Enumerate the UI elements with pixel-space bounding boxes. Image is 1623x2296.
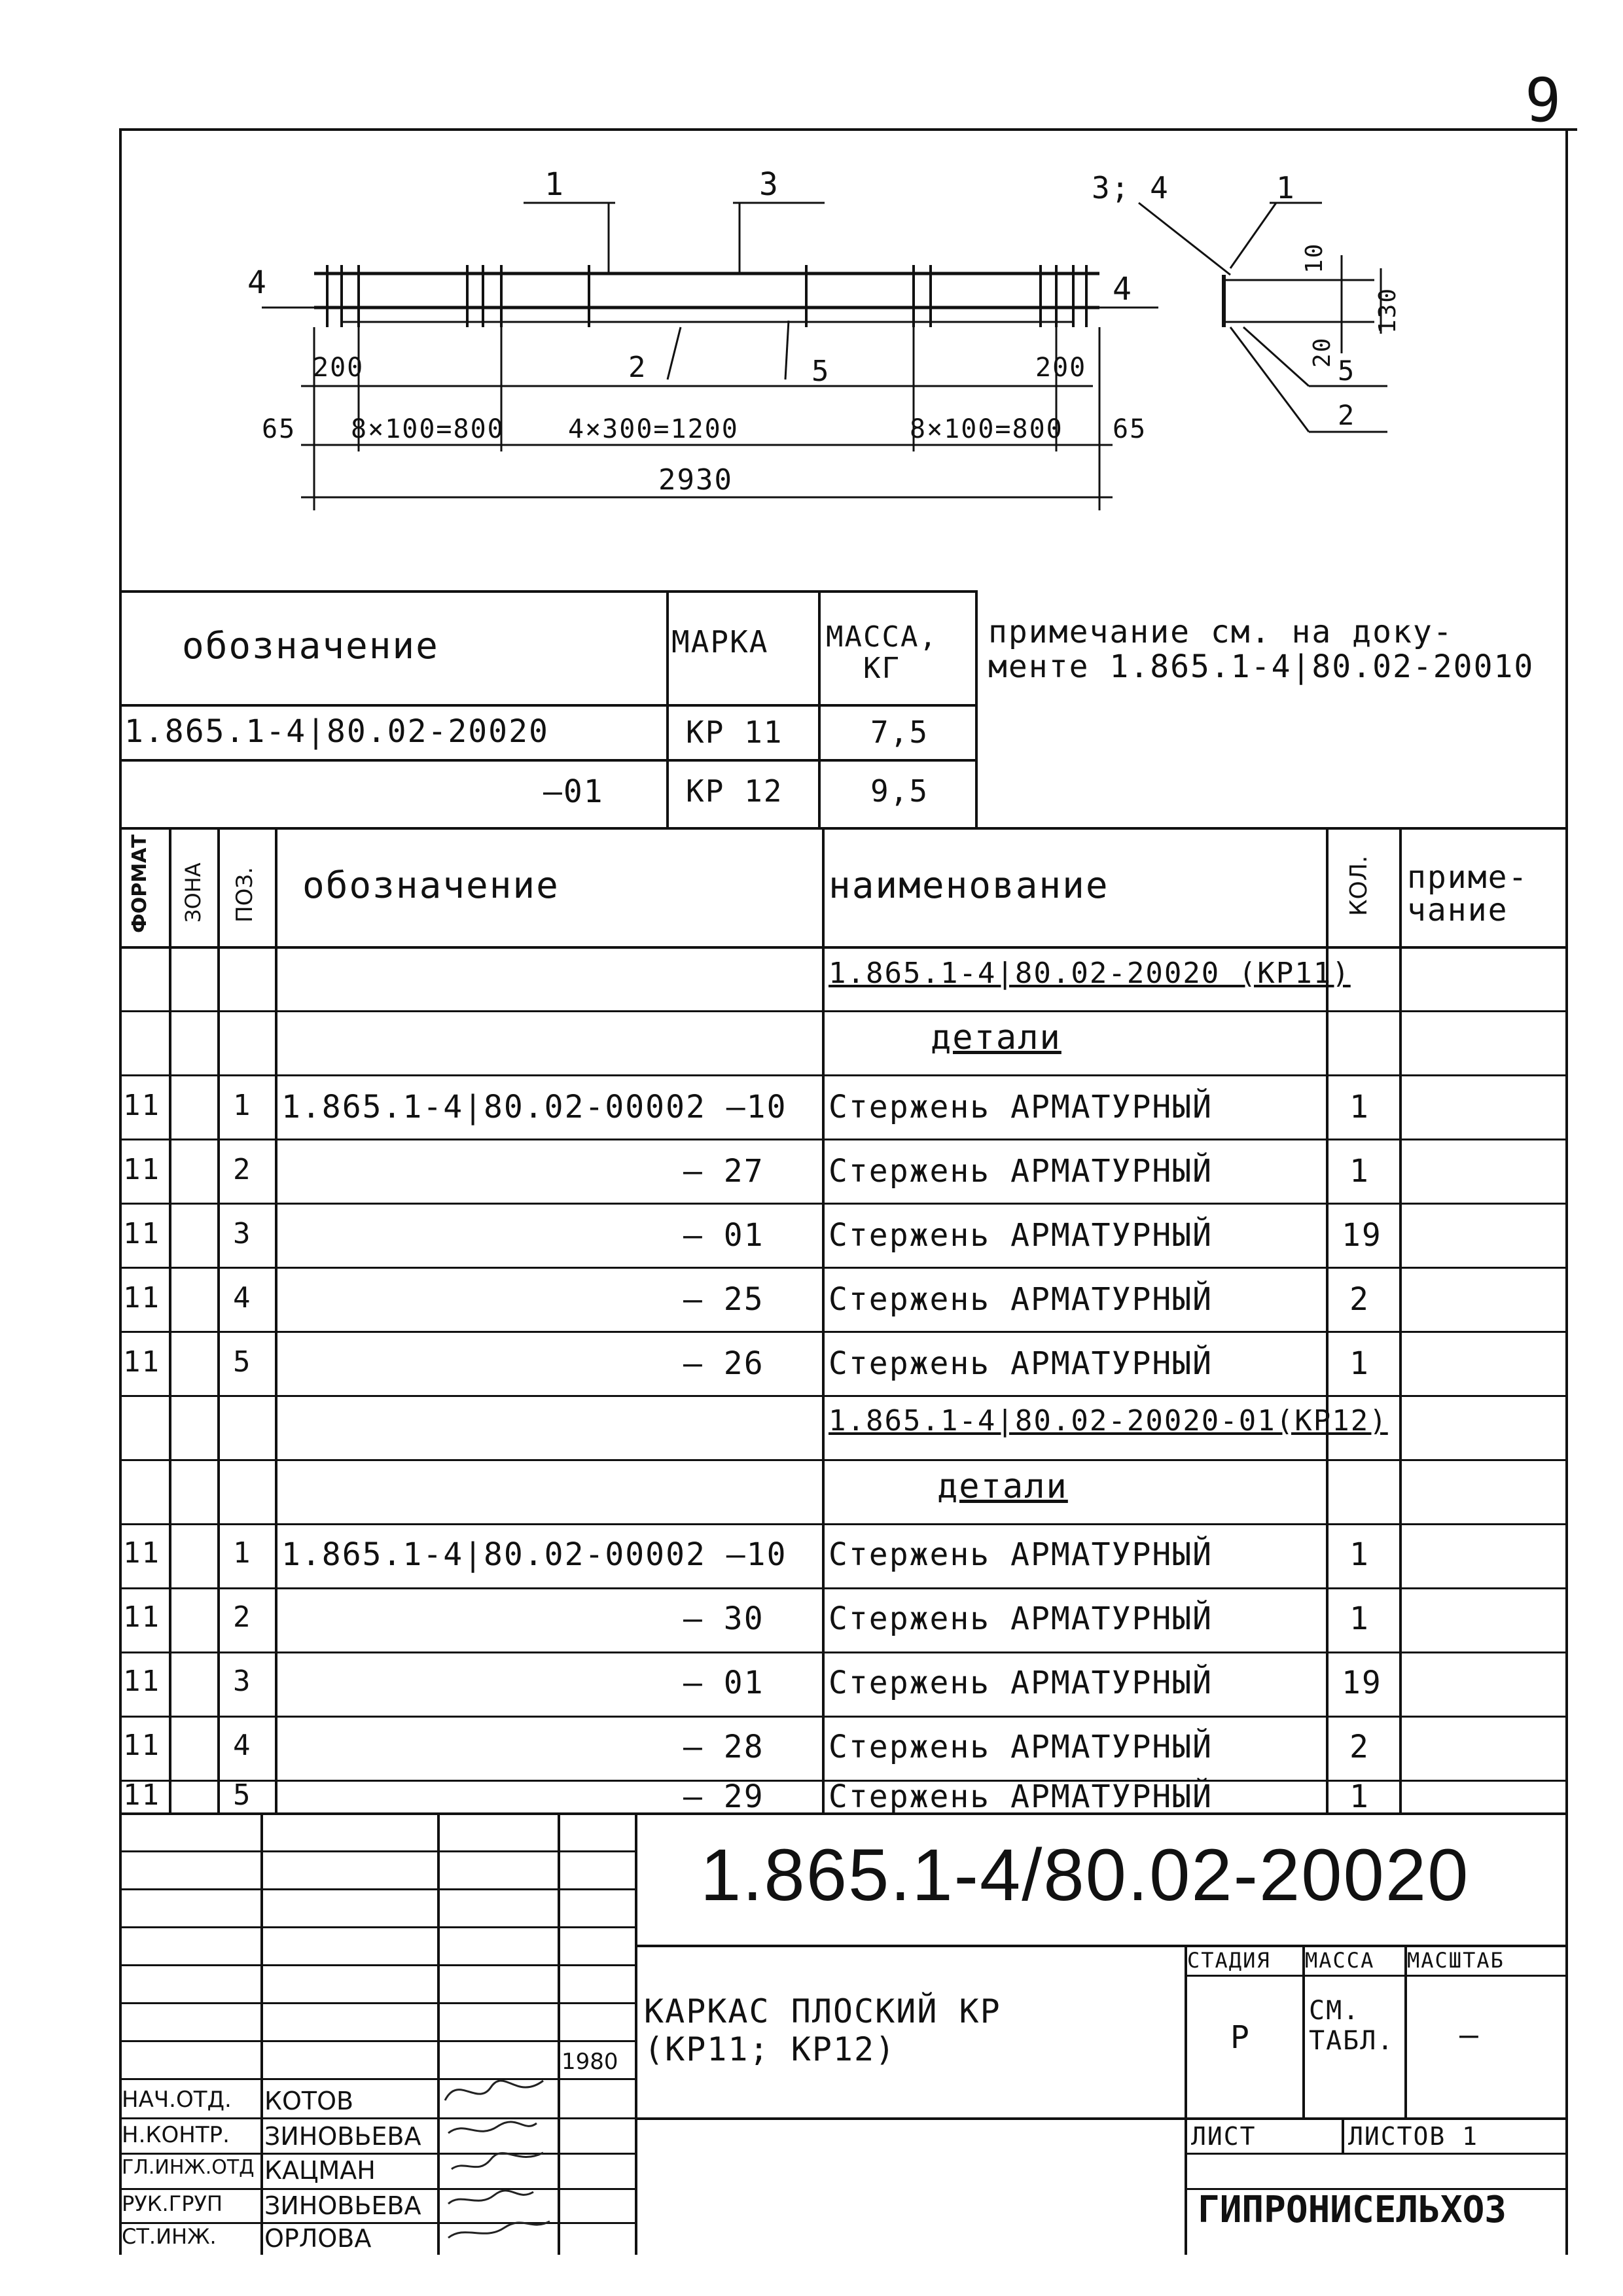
signature-role: ГЛ.ИНЖ.ОТД (122, 2156, 255, 2179)
stage-value: Р (1230, 2019, 1251, 2056)
mark-note: примечание см. на доку- менте 1.865.1-4|80.02-20010 (988, 614, 1535, 685)
table-row: 11 (123, 1281, 160, 1315)
mass-value: СМ. ТАБЛ. (1309, 1996, 1395, 2056)
signature-name: ОРЛОВА (264, 2224, 372, 2253)
spec-header-format: ФОРМАТ (128, 834, 151, 933)
spec-header-note: приме- чание (1407, 859, 1529, 929)
callout-label: 1 (544, 166, 565, 203)
table-row: 1 (1349, 1345, 1370, 1382)
signature-role: Н.КОНТР. (122, 2122, 230, 2148)
section-dim-label: 20 (1309, 336, 1336, 368)
section-dim-label: 130 (1374, 287, 1401, 334)
spec-header-qty: КОЛ. (1346, 855, 1372, 916)
dim-label: 2930 (658, 463, 733, 497)
mark-row-mark: КР 12 (686, 773, 783, 809)
dim-label: 65 (1113, 414, 1147, 444)
spec-header-designation: обозначение (302, 864, 560, 907)
table-row: Стержень АРМАТУРНЫЙ (829, 1665, 1213, 1701)
table-row: 1 (233, 1536, 252, 1570)
scale-label: МАСШТАБ (1407, 1948, 1505, 1973)
spec-header-pos: ПОЗ. (232, 867, 258, 923)
mark-row-mass: 9,5 (870, 773, 929, 809)
table-row: 4 (233, 1729, 252, 1762)
table-row: — 28 (683, 1729, 764, 1765)
callout-label: 3; 4 (1092, 170, 1169, 205)
table-row: — 26 (683, 1345, 764, 1382)
table-row: 3 (233, 1217, 252, 1250)
table-row: 1.865.1-4|80.02-00002 —10 (281, 1089, 787, 1125)
spec-header-name: наименование (829, 864, 1109, 907)
stage-label: СТАДИЯ (1187, 1948, 1271, 1973)
year: 1980 (562, 2049, 618, 2075)
table-row: Стержень АРМАТУРНЫЙ (829, 1536, 1213, 1573)
mark-header-designation: обозначение (182, 625, 439, 667)
table-row: 1 (1349, 1153, 1370, 1190)
table-row: Стержень АРМАТУРНЫЙ (829, 1089, 1213, 1125)
table-row: — 27 (683, 1153, 764, 1190)
mass-label: МАССА (1305, 1948, 1375, 1973)
table-row: 5 (233, 1778, 252, 1812)
callout-label: 3 (759, 166, 779, 203)
table-row: 5 (233, 1345, 252, 1379)
signature-name: ЗИНОВЬЕВА (264, 2122, 421, 2151)
spec-section-title: детали (931, 1018, 1061, 1057)
dim-label: 200 (1035, 353, 1087, 383)
mark-row-designation: 1.865.1-4|80.02-20020 (124, 713, 549, 750)
table-row: 11 (123, 1217, 160, 1250)
table-row: 4 (233, 1281, 252, 1315)
mark-row-mark: КР 11 (686, 715, 783, 750)
table-row: 2 (233, 1600, 252, 1634)
dim-label: 4×300=1200 (568, 414, 739, 444)
table-row: 1 (1349, 1778, 1370, 1815)
sheets-label: ЛИСТОВ 1 (1348, 2122, 1479, 2151)
spec-header-zone: ЗОНА (181, 862, 205, 923)
table-row: 2 (1349, 1729, 1370, 1765)
callout-label: 5 (1338, 355, 1356, 387)
table-row: 1 (1349, 1536, 1370, 1573)
sheet-label: ЛИСТ (1191, 2122, 1257, 2151)
callout-label: 1 (1276, 170, 1296, 205)
table-row: 19 (1342, 1665, 1382, 1701)
table-row: 1 (1349, 1089, 1370, 1125)
table-row: 1.865.1-4|80.02-00002 —10 (281, 1536, 787, 1573)
signature-name: КАЦМАН (264, 2156, 376, 2185)
table-row: — 01 (683, 1217, 764, 1254)
signature-role: НАЧ.ОТД. (122, 2087, 232, 2113)
spec-section-title: детали (937, 1467, 1068, 1506)
table-row: 11 (123, 1729, 160, 1762)
table-row: Стержень АРМАТУРНЫЙ (829, 1729, 1213, 1765)
table-row: 11 (123, 1345, 160, 1379)
spec-assembly-title: 1.865.1-4|80.02-20020-01(КР12) (829, 1404, 1388, 1438)
table-row: 3 (233, 1665, 252, 1698)
callout-label: 4 (247, 264, 268, 301)
dim-label: 65 (262, 414, 296, 444)
table-row: 11 (123, 1089, 160, 1122)
spec-assembly-title: 1.865.1-4|80.02-20020 (КР11) (829, 957, 1351, 990)
page-number: 9 (1525, 65, 1563, 135)
table-row: 2 (1349, 1281, 1370, 1318)
table-row: Стержень АРМАТУРНЫЙ (829, 1281, 1213, 1318)
table-row: Стержень АРМАТУРНЫЙ (829, 1345, 1213, 1382)
callout-label: 4 (1113, 271, 1133, 308)
signature-name: ЗИНОВЬЕВА (264, 2191, 421, 2220)
scale-value: — (1459, 2017, 1480, 2053)
mark-header-mark: МАРКА (671, 624, 769, 660)
mark-header-mass: МАССА, КГ (826, 620, 938, 686)
mark-row-mass: 7,5 (870, 715, 929, 750)
table-row: 19 (1342, 1217, 1382, 1254)
table-row: Стержень АРМАТУРНЫЙ (829, 1600, 1213, 1637)
dim-label: 8×100=800 (910, 414, 1063, 444)
dim-label: 8×100=800 (351, 414, 505, 444)
table-row: 1 (233, 1089, 252, 1122)
callout-label: 2 (628, 351, 647, 384)
signature-role: РУК.ГРУП (122, 2191, 223, 2216)
table-row: — 01 (683, 1665, 764, 1701)
table-row: 1 (1349, 1600, 1370, 1637)
table-row: — 29 (683, 1778, 764, 1815)
dim-label: 200 (313, 353, 365, 383)
table-row: — 30 (683, 1600, 764, 1637)
table-row: 11 (123, 1153, 160, 1186)
drawing-title: КАРКАС ПЛОСКИЙ КР (КР11; КР12) (644, 1992, 1001, 2068)
signature-name: КОТОВ (264, 2087, 354, 2115)
table-row: Стержень АРМАТУРНЫЙ (829, 1153, 1213, 1190)
callout-label: 5 (812, 355, 830, 388)
signature-scribbles (438, 2061, 556, 2251)
callout-label: 2 (1338, 399, 1356, 431)
mark-row-designation: —01 (543, 773, 604, 810)
table-row: — 25 (683, 1281, 764, 1318)
doc-number: 1.865.1-4/80.02-20020 (700, 1834, 1470, 1916)
table-row: 11 (123, 1665, 160, 1698)
table-row: 11 (123, 1536, 160, 1570)
table-row: Стержень АРМАТУРНЫЙ (829, 1217, 1213, 1254)
table-row: Стержень АРМАТУРНЫЙ (829, 1778, 1213, 1815)
section-dim-label: 10 (1301, 242, 1328, 274)
table-row: 11 (123, 1600, 160, 1634)
signature-role: СТ.ИНЖ. (122, 2224, 217, 2249)
table-row: 11 (123, 1778, 160, 1812)
organization: ГИПРОНИСЕЛЬХОЗ (1198, 2189, 1507, 2231)
table-row: 2 (233, 1153, 252, 1186)
